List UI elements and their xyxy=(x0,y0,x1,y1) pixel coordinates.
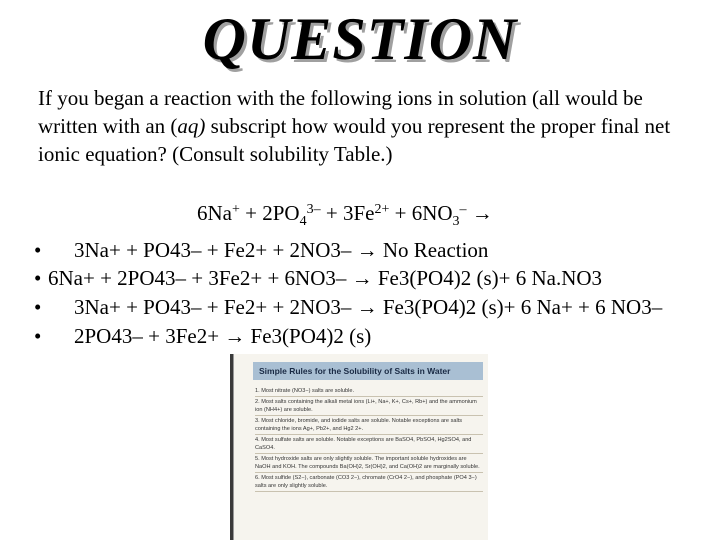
bullet: • xyxy=(34,238,42,262)
bullet: • xyxy=(34,266,42,290)
answer-option-3[interactable] xyxy=(34,294,662,320)
question-prompt xyxy=(38,84,698,168)
solubility-table-header: Simple Rules for the Solubility of Salts in Water xyxy=(253,362,483,380)
reaction-arrow: → xyxy=(466,201,493,225)
phosphate-charge: 3– xyxy=(306,202,321,217)
nitrate-subscript: 3 xyxy=(452,214,460,229)
sodium-term: 6Na xyxy=(197,201,232,225)
prompt-aq: aq) xyxy=(177,114,206,138)
phosphate-term: + 2PO xyxy=(239,201,300,225)
iron-term: + 3Fe xyxy=(320,201,375,225)
iron-charge: 2+ xyxy=(374,202,390,217)
solubility-table-image xyxy=(230,354,488,540)
answer-option-1[interactable] xyxy=(34,237,488,263)
prompt-text-start: If you began a reaction with the following ions in solution (all would be written with an ( xyxy=(38,86,643,138)
solubility-rules-list xyxy=(255,386,483,492)
solubility-rule: 3. Most chloride, bromide, and iodide salts are soluble. Notable exceptions are salts containing the ions Ag+, Pb2+, and Hg2 2+. xyxy=(255,416,483,435)
bullet: • xyxy=(34,295,42,319)
nitrate-charge: – xyxy=(459,202,467,217)
option-text: 3Na+ + PO43– + Fe2+ + 2NO3– → No Reaction xyxy=(74,238,489,262)
bullet: • xyxy=(34,324,42,348)
solubility-rule: 4. Most sulfate salts are soluble. Notable exceptions are BaSO4, PbSO4, Hg2SO4, and CaSO4. xyxy=(255,435,483,454)
slide-title: QUESTION xyxy=(202,6,518,72)
option-text: 3Na+ + PO43– + Fe2+ + 2NO3– → Fe3(PO4)2 (s)+ 6 Na+ + 6 NO3– xyxy=(74,295,663,319)
solubility-rule: 6. Most sulfide (S2−), carbonate (CO3 2−), chromate (CrO4 2−), and phosphate (PO4 3−) salts are only slightly soluble. xyxy=(255,473,483,492)
answer-option-2[interactable] xyxy=(34,265,602,291)
nitrate-term: + 6NO xyxy=(389,201,453,225)
answer-option-4[interactable] xyxy=(34,323,371,349)
option-text: 6Na+ + 2PO43– + 3Fe2+ + 6NO3– → Fe3(PO4)2 (s)+ 6 Na.NO3 xyxy=(48,266,603,290)
solubility-rule: 1. Most nitrate (NO3−) salts are soluble. xyxy=(255,386,483,397)
phosphate-subscript: 4 xyxy=(299,214,307,229)
reaction-equation xyxy=(197,200,493,229)
solubility-rule: 5. Most hydroxide salts are only slightly soluble. The important soluble hydroxides are NaOH and KOH. The compounds Ba(OH)2, Sr(OH)2, and Ca(OH)2 are marginally soluble. xyxy=(255,454,483,473)
sodium-charge: + xyxy=(232,202,240,217)
solubility-rule: 2. Most salts containing the alkali metal ions (Li+, Na+, K+, Cs+, Rb+) and the ammonium ion (NH4+) are soluble. xyxy=(255,397,483,416)
prompt-text-end: subscript how would you represent the proper final net ionic equation? (Consult solubility Table.) xyxy=(38,114,671,166)
option-text: 2PO43– + 3Fe2+ → Fe3(PO4)2 (s) xyxy=(74,324,372,348)
